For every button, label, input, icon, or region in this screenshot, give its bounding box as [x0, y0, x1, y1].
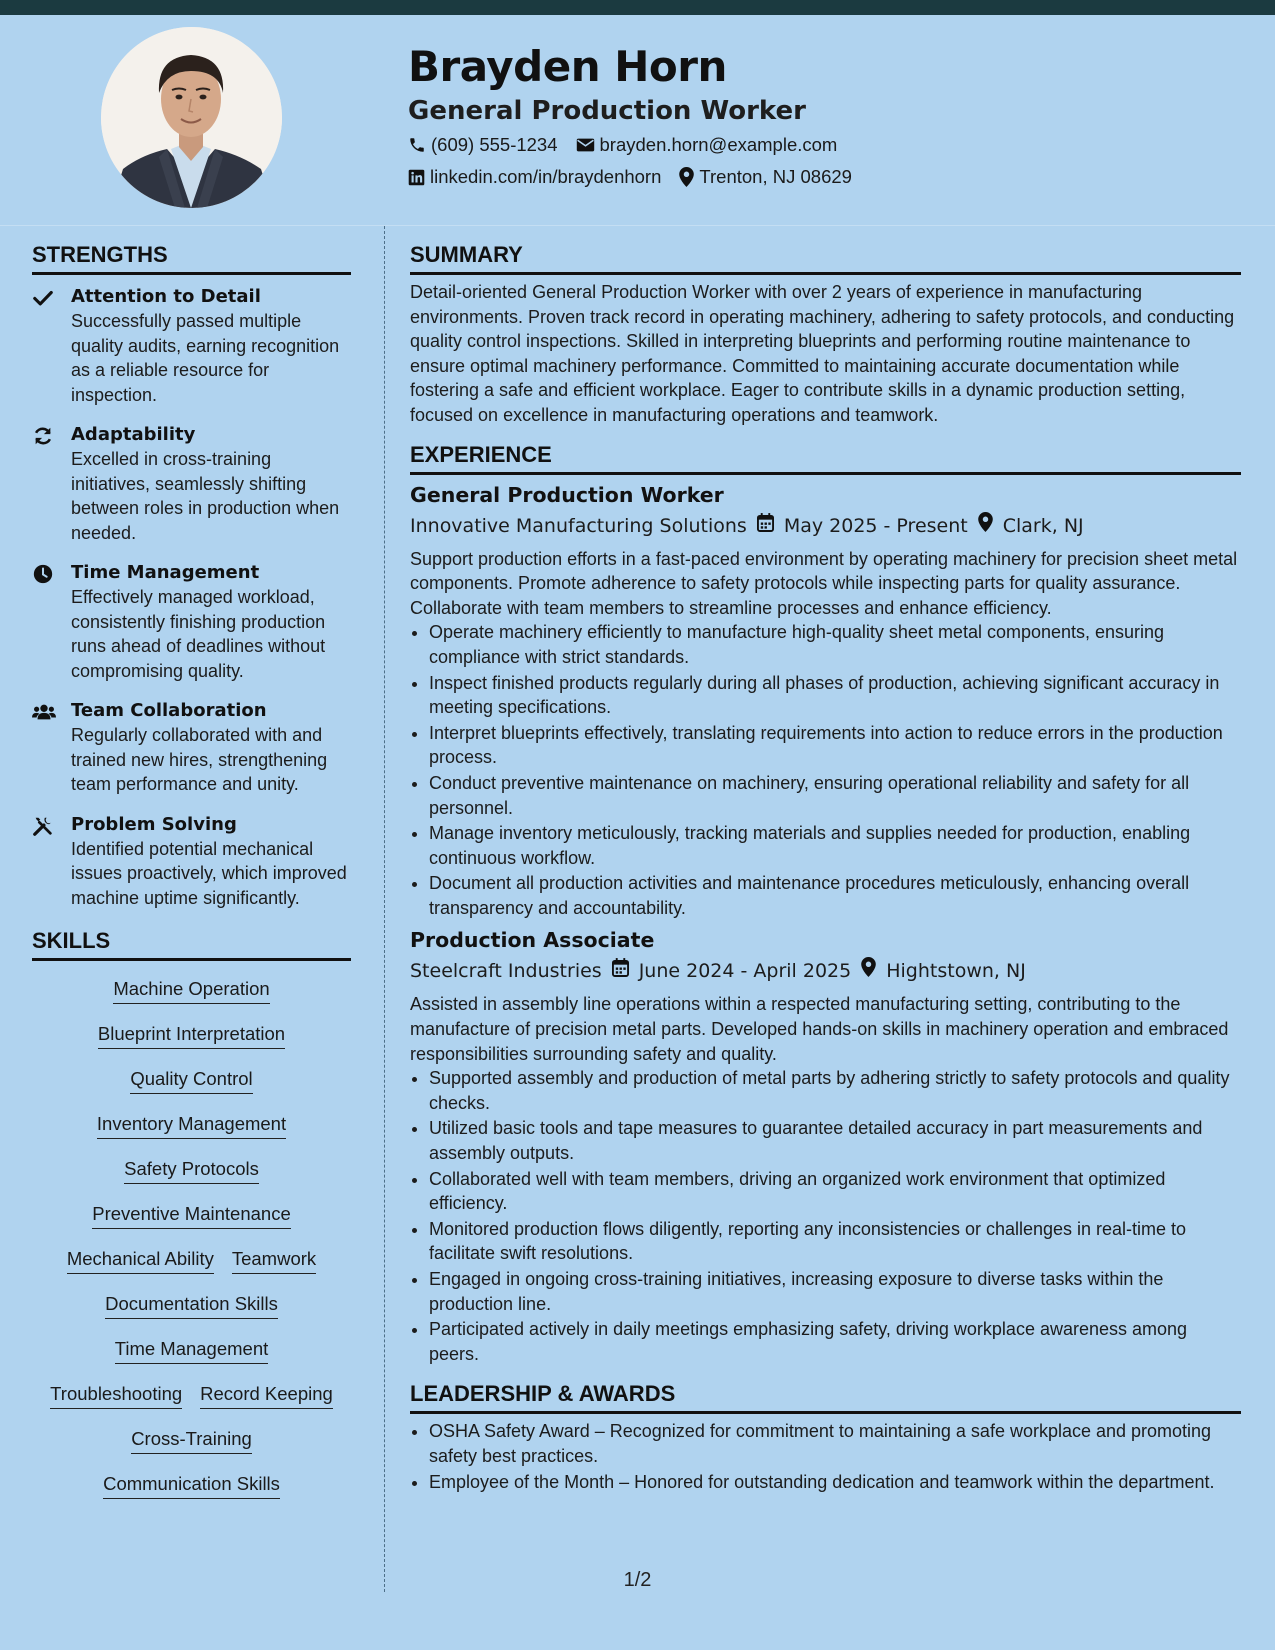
list-item: • Conduct preventive maintenance on machinery, ensuring operational reliability and safety for all personnel.: [429, 771, 1241, 820]
column-divider: [384, 226, 385, 1592]
list-item: • Utilized basic tools and tape measures to guarantee detailed accuracy in part measurements and assembly outputs.: [429, 1116, 1241, 1165]
skills-heading: SKILLS: [32, 926, 351, 961]
strength-title: Problem Solving: [71, 813, 237, 835]
linkedin-text: linkedin.com/in/braydenhorn: [430, 166, 662, 187]
strength-title: Time Management: [71, 562, 260, 583]
job-meta: [410, 509, 1241, 543]
skill-tag: Documentation Skills: [105, 1292, 278, 1319]
list-item: • OSHA Safety Award – Recognized for commitment to maintaining a safe workplace and promoting safety best practices.: [429, 1419, 1241, 1468]
list-item: • Manage inventory meticulously, tracking materials and supplies needed for production, enabling continuous workflow.: [429, 821, 1241, 870]
list-item: • Supported assembly and production of metal parts by adhering strictly to safety protocols and quality checks.: [429, 1066, 1241, 1115]
strength-desc: Successfully passed multiple quality audits, earning recognition as a reliable resource for inspection.: [71, 311, 340, 405]
strength-title: Adaptability: [71, 424, 196, 445]
profile-photo: [101, 27, 282, 208]
job-title: General Production Worker: [410, 482, 724, 507]
job-location: Hightstown, NJ: [886, 960, 1026, 983]
right-column: [410, 240, 1241, 1495]
strength-title: Attention to Detail: [71, 286, 261, 307]
skill-tag: Record Keeping: [200, 1382, 333, 1409]
strength-title: Team Collaboration: [71, 700, 267, 721]
list-item: • Engaged in ongoing cross-training initiatives, increasing exposure to diverse tasks within the production line.: [429, 1267, 1241, 1316]
list-item: • Document all production activities and maintenance procedures meticulously, enhancing overall transparency and accountability.: [429, 871, 1241, 920]
skill-tag: Communication Skills: [103, 1472, 280, 1499]
location-contact: [679, 166, 852, 188]
skill-tag: Mechanical Ability: [67, 1247, 214, 1274]
list-item: • Collaborated well with team members, driving an organized work environment that optimized efficiency.: [429, 1167, 1241, 1216]
phone-text: (609) 555-1234: [431, 134, 558, 155]
strength-item: [32, 699, 351, 797]
candidate-name: Brayden Horn: [408, 42, 727, 91]
skill-tag: Blueprint Interpretation: [98, 1022, 285, 1049]
strength-desc: Regularly collaborated with and trained new hires, strengthening team performance and unity.: [71, 725, 328, 794]
skills-list: [32, 977, 351, 1517]
list-item: • Inspect finished products regularly during all phases of production, achieving significant accuracy in meeting specifications.: [429, 671, 1241, 720]
linkedin-contact[interactable]: [408, 166, 661, 188]
page-number: 1/2: [623, 1569, 652, 1591]
job-dates: May 2025 - Present: [783, 514, 968, 537]
skill-tag: Inventory Management: [97, 1112, 286, 1139]
list-item: • Employee of the Month – Honored for outstanding dedication and teamwork within the department.: [429, 1470, 1241, 1495]
email-text: brayden.horn@example.com: [599, 134, 838, 155]
list-item: • Operate machinery efficiently to manufacture high-quality sheet metal components, ensuring compliance with strict standards.: [429, 620, 1241, 669]
list-item: • Participated actively in daily meetings emphasizing safety, driving workplace awareness among peers.: [429, 1317, 1241, 1366]
users-icon: [32, 701, 54, 723]
company-name: Innovative Manufacturing Solutions: [410, 514, 747, 537]
company-name: Steelcraft Industries: [410, 960, 602, 983]
awards-list: [410, 1419, 1241, 1494]
email-icon: [576, 137, 595, 153]
refresh-icon: [32, 425, 54, 447]
phone-icon: [408, 136, 426, 154]
job-title: Production Associate: [410, 928, 655, 953]
header-divider: [0, 225, 1275, 226]
strengths-list: [32, 285, 351, 910]
strength-item: [32, 285, 351, 407]
strength-item: [32, 813, 351, 911]
phone-contact[interactable]: [408, 134, 558, 156]
strengths-heading: STRENGTHS: [32, 240, 351, 275]
strength-item: [32, 423, 351, 545]
top-accent-bar: [0, 0, 1275, 15]
job-description: Support production efforts in a fast-paced environment by operating machinery for precision sheet metal components. Promote adherence to safety protocols while inspecting parts for quality assurance. Collaborate with team members to streamline processes and enhance efficiency.: [410, 548, 1238, 618]
map-pin-icon: [978, 509, 993, 543]
job-entry: [410, 481, 1241, 921]
calendar-icon: [757, 509, 774, 543]
skill-tag: Quality Control: [130, 1067, 252, 1094]
location-text: Trenton, NJ 08629: [699, 166, 852, 187]
map-pin-icon: [679, 167, 694, 187]
map-pin-icon: [861, 954, 876, 988]
calendar-icon: [612, 954, 629, 988]
skill-tag: Time Management: [115, 1337, 269, 1364]
skill-tag: Preventive Maintenance: [92, 1202, 290, 1229]
tools-icon: [32, 815, 54, 837]
job-location: Clark, NJ: [1002, 514, 1084, 537]
contact-row-2: [408, 164, 852, 190]
strength-desc: Excelled in cross-training initiatives, seamlessly shifting between roles in production when needed.: [71, 449, 340, 543]
clock-icon: [32, 563, 54, 585]
job-bullets: [410, 1066, 1241, 1366]
job-bullets: [410, 620, 1241, 920]
strength-desc: Identified potential mechanical issues proactively, which improved machine uptime significantly.: [71, 838, 347, 908]
summary-text: Detail-oriented General Production Worker with over 2 years of experience in manufacturing environments. Proven track record in operating machinery, adhering to safety protocols, and conducting quality control inspections. Skilled in interpreting blueprints and performing routine maintenance to ensure optimal machinery performance. Committed to maintaining accurate documentation while fostering a safe and efficient workplace. Eager to contribute skills in a dynamic production setting, focused on excellence in manufacturing operations and teamwork.: [410, 282, 1235, 425]
linkedin-icon: [408, 169, 425, 186]
awards-heading: LEADERSHIP & AWARDS: [410, 1379, 1241, 1414]
skill-tag: Cross-Training: [131, 1427, 252, 1454]
strength-desc: Effectively managed workload, consistently finishing production runs ahead of deadlines without compromising quality.: [71, 587, 326, 681]
left-column: [32, 240, 351, 1517]
skill-tag: Teamwork: [232, 1247, 316, 1274]
contact-row-1: [408, 132, 837, 158]
skill-tag: Troubleshooting: [50, 1382, 182, 1409]
job-dates: June 2024 - April 2025: [638, 960, 852, 983]
experience-heading: EXPERIENCE: [410, 440, 1241, 475]
list-item: • Monitored production flows diligently, reporting any inconsistencies or challenges in real-time to facilitate swift resolutions.: [429, 1217, 1241, 1266]
summary-heading: SUMMARY: [410, 240, 1241, 275]
list-item: • Interpret blueprints effectively, translating requirements into action to reduce errors in the production process.: [429, 721, 1241, 770]
job-description: Assisted in assembly line operations within a respected manufacturing setting, contributing to the manufacture of precision metal parts. Developed hands-on skills in machinery operation and embraced responsibilities surrounding safety and quality.: [410, 994, 1229, 1064]
candidate-title: General Production Worker: [408, 96, 806, 126]
strength-item: [32, 561, 351, 683]
email-contact[interactable]: [576, 134, 838, 156]
job-entry: [410, 926, 1241, 1366]
job-meta: [410, 954, 1241, 988]
check-icon: [32, 287, 54, 309]
skill-tag: Machine Operation: [113, 977, 269, 1004]
skill-tag: Safety Protocols: [124, 1157, 259, 1184]
